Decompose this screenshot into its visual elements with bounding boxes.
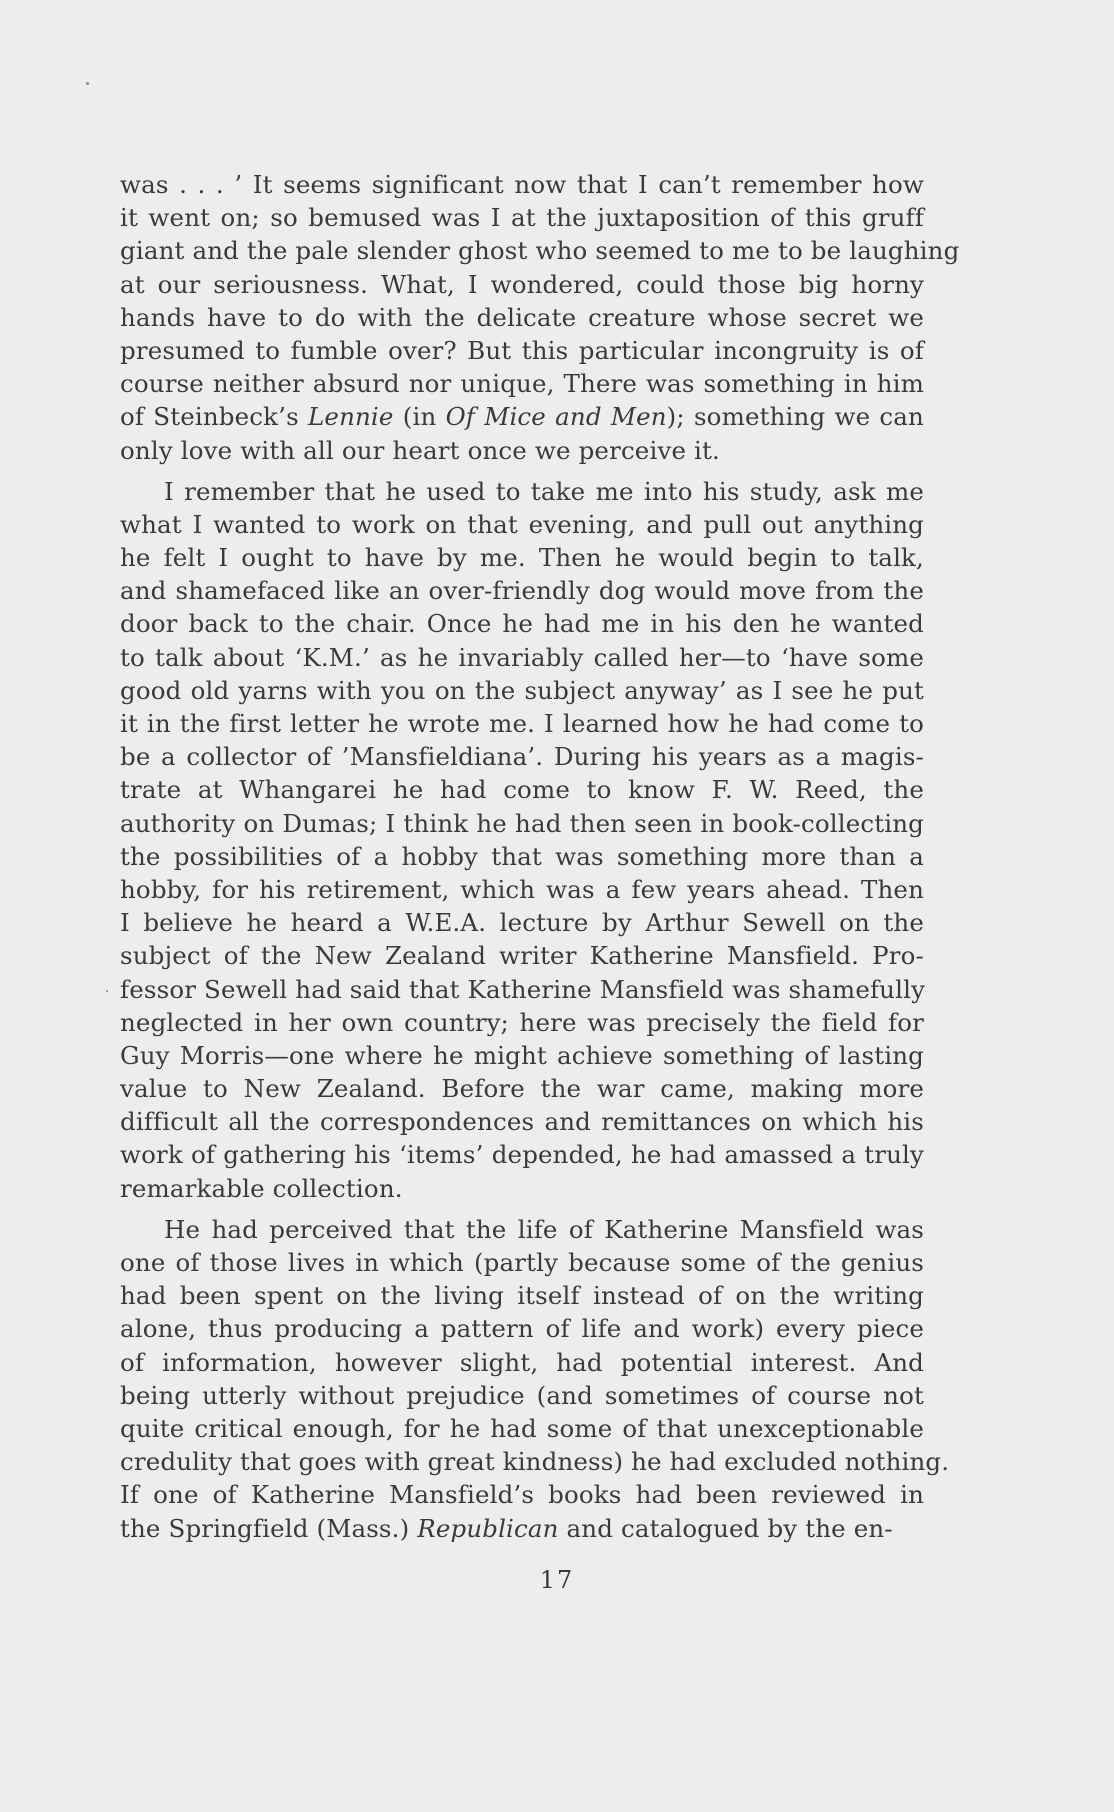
paragraph (120, 475, 924, 1205)
text-line: subject of the New Zealand writer Katherine Mansfield. Pro- (120, 941, 924, 971)
paragraph-gap (120, 467, 924, 475)
text-line: I believe he heard a W.E.A. lecture by Arthur Sewell on the (120, 908, 924, 938)
text-line: presumed to fumble over? But this particular incongruity is of (120, 335, 924, 365)
text-line: authority on Dumas; I think he had then seen in book-collecting (120, 808, 924, 838)
paragraph (120, 1213, 950, 1545)
text-line: it went on; so bemused was I at the juxtaposition of this gruff (120, 203, 924, 233)
paper-speck (86, 82, 89, 85)
text-line: be a collector of ’Mansfieldiana’. During his years as a magis- (120, 742, 924, 772)
text-line: I remember that he used to take me into his study, ask me (164, 476, 924, 506)
text-line: neglected in her own country; here was precisely the field for (120, 1007, 924, 1037)
text-line: work of gathering his ‘items’ depended, he had amassed a truly (120, 1140, 924, 1170)
text-line: one of those lives in which (partly because some of the genius (120, 1248, 924, 1277)
text-line: he felt I ought to have by me. Then he would begin to talk, (120, 543, 924, 573)
text-line: door back to the chair. Once he had me in his den he wanted (120, 609, 924, 639)
text-line: of Steinbeck’s Lennie (in Of Mice and Men); something we can (120, 402, 924, 432)
text-line: credulity that goes with great kindness) he had excluded nothing. (120, 1447, 950, 1477)
text-line: was . . . ’ It seems significant now that I can’t remember how (120, 170, 924, 199)
body-text (120, 168, 960, 1545)
text-line: and shamefaced like an over-friendly dog would move from the (120, 576, 924, 606)
paragraph (120, 168, 960, 467)
text-line: Guy Morris—one where he might achieve something of lasting (120, 1040, 924, 1070)
text-line: giant and the pale slender ghost who seemed to me to be laughing (120, 236, 960, 266)
text-line: good old yarns with you on the subject anyway’ as I see he put (120, 675, 924, 705)
text-line: what I wanted to work on that evening, and pull out anything (120, 509, 924, 539)
text-line: trate at Whangarei he had come to know F. W. Reed, the (120, 775, 924, 805)
text-line: it in the first letter he wrote me. I learned how he had come to (120, 709, 924, 738)
text-line: fessor Sewell had said that Katherine Mansfield was shamefully (120, 974, 926, 1004)
text-line: He had perceived that the life of Katherine Mansfield was (164, 1214, 924, 1244)
text-line: alone, thus producing a pattern of life and work) every piece (120, 1314, 924, 1344)
text-line: to talk about ‘K.M.’ as he invariably called her—to ‘have some (120, 642, 924, 672)
page-number: 17 (539, 1566, 575, 1594)
text-line: quite critical enough, for he had some of that unexceptionable (120, 1413, 924, 1443)
text-line: being utterly without prejudice (and sometimes of course not (120, 1380, 924, 1410)
text-line: remarkable collection. (120, 1173, 403, 1203)
text-line: value to New Zealand. Before the war came, making more (120, 1074, 924, 1104)
text-line: had been spent on the living itself instead of on the writing (120, 1281, 924, 1311)
text-line: the Springfield (Mass.) Republican and catalogued by the en- (120, 1513, 893, 1543)
text-line: at our seriousness. What, I wondered, could those big horny (120, 269, 924, 299)
text-line: course neither absurd nor unique, There was something in him (120, 369, 924, 399)
paper-speck (106, 990, 108, 992)
text-line: If one of Katherine Mansfield’s books had been reviewed in (120, 1480, 924, 1510)
text-line: hands have to do with the delicate creature whose secret we (120, 302, 924, 332)
text-line: only love with all our heart once we perceive it. (120, 435, 720, 465)
text-line: the possibilities of a hobby that was something more than a (120, 841, 924, 871)
paragraph-gap (120, 1205, 924, 1213)
text-line: difficult all the correspondences and remittances on which his (120, 1107, 924, 1137)
text-line: of information, however slight, had potential interest. And (120, 1347, 924, 1377)
text-line: hobby, for his retirement, which was a few years ahead. Then (120, 874, 924, 904)
